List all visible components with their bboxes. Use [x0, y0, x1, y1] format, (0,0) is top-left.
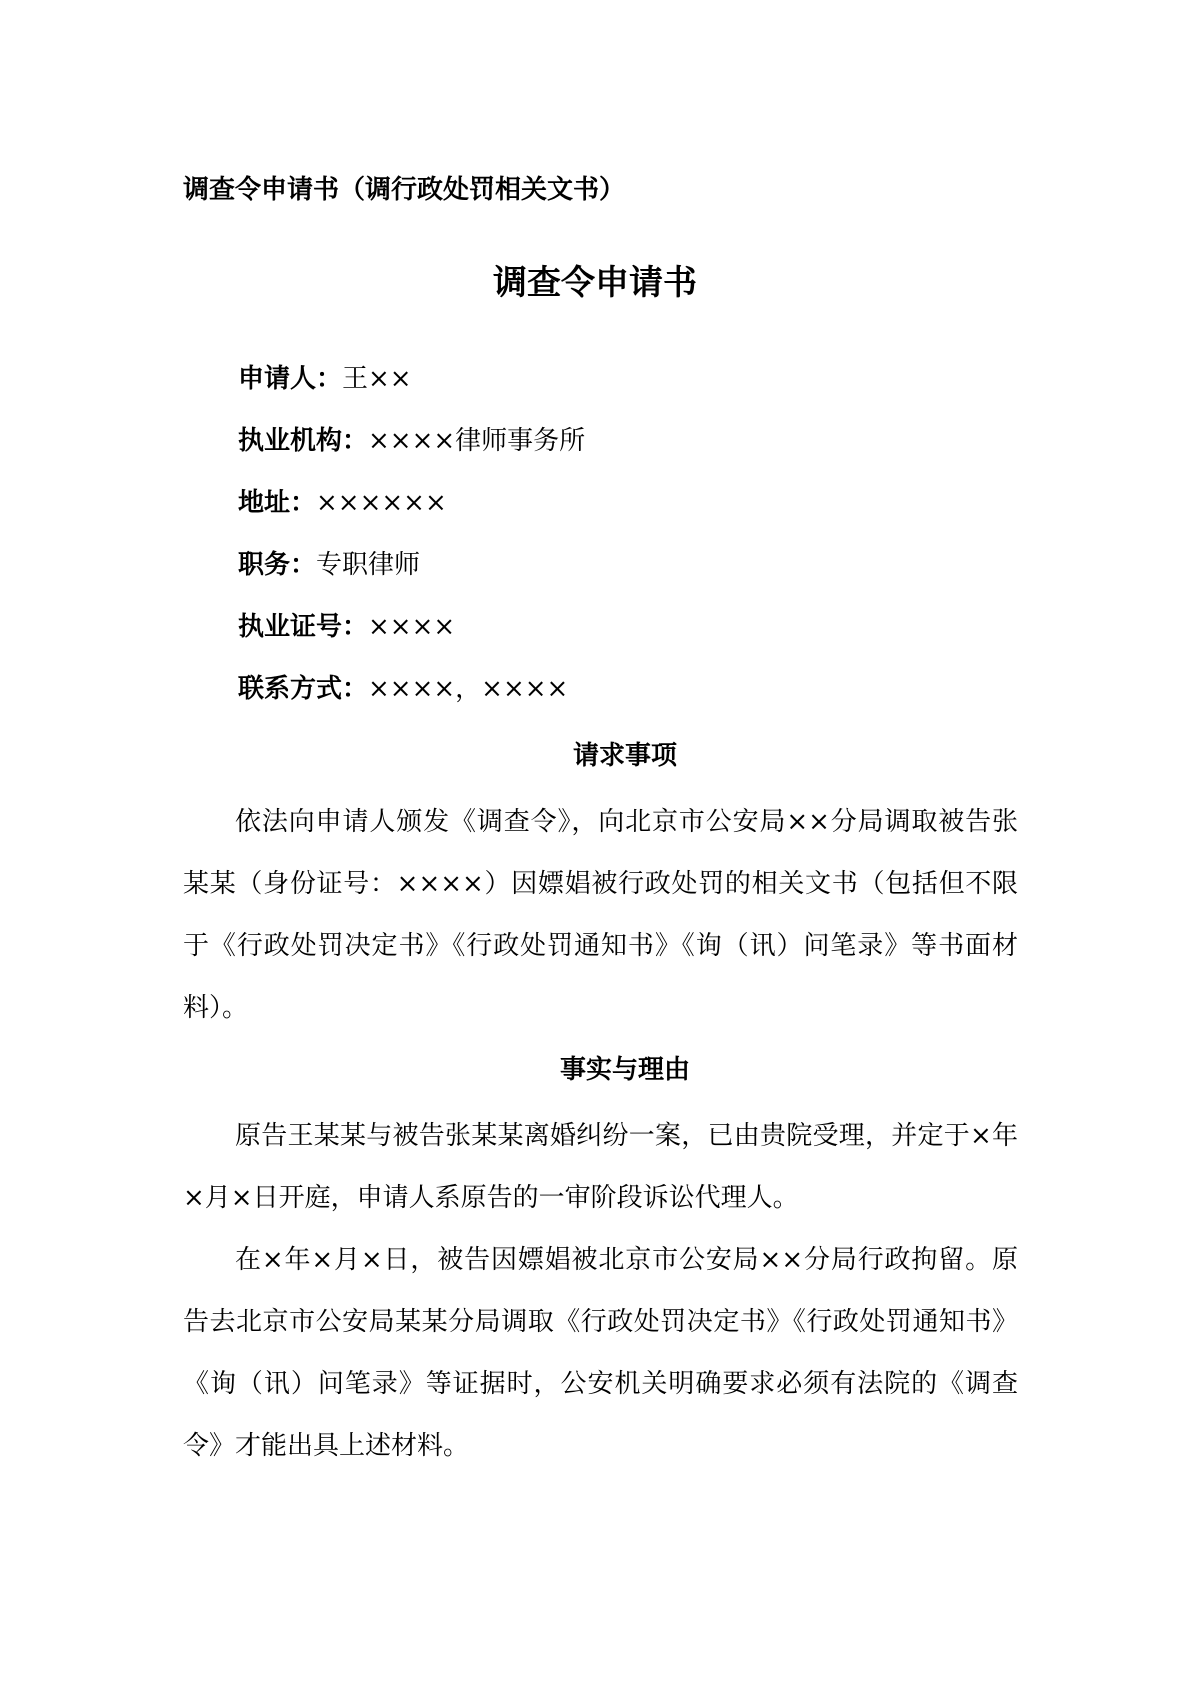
- facts-paragraph: 原告王某某与被告张某某离婚纠纷一案，已由贵院受理，并定于×年×月×日开庭，申请人系原告的一审阶段诉讼代理人。: [183, 1121, 1018, 1213]
- practice-org-row: [238, 421, 585, 483]
- facts-section-title: 事实与理由: [559, 1055, 690, 1085]
- facts-paragraph: 在×年×月×日，被告因嫖娼被北京市公安局××分局行政拘留。原告去北京市公安局某某分局调取《行政处罚决定书》《行政处罚通知书》《询（讯）问笔录》等证据时，公安机关明确要求必须有法院的《调查令》才能出具上述材料。: [183, 1245, 1018, 1461]
- contact-row: [238, 669, 585, 731]
- applicant-name-row: [238, 359, 585, 421]
- request-paragraph: 依法向申请人颁发《调查令》，向北京市公安局××分局调取被告张某某（身份证号：××××）因嫖娼被行政处罚的相关文书（包括但不限于《行政处罚决定书》《行政处罚通知书》《询（讯）问笔录》等书面材料）。: [183, 807, 1018, 1023]
- info-value: ××××，××××: [368, 674, 569, 704]
- position-row: [238, 545, 585, 607]
- info-value: 专职律师: [316, 550, 421, 580]
- applicant-info-list: [238, 359, 585, 731]
- info-label: 执业证号：: [238, 612, 369, 642]
- document-heading: 调查令申请书（调行政处罚相关文书）: [183, 175, 626, 205]
- address-row: [238, 483, 585, 545]
- request-section-title: 请求事项: [572, 741, 677, 771]
- info-label: 申请人：: [238, 364, 343, 394]
- info-label: 地址：: [238, 488, 317, 518]
- info-label: 职务：: [238, 550, 317, 580]
- info-value: ××××××: [316, 488, 447, 518]
- info-label: 联系方式：: [238, 674, 369, 704]
- document-title: 调查令申请书: [493, 263, 697, 303]
- info-label: 执业机构：: [238, 426, 369, 456]
- info-value: 王××: [342, 364, 412, 394]
- info-value: ××××律师事务所: [368, 426, 586, 456]
- info-value: ××××: [368, 612, 456, 642]
- license-number-row: [238, 607, 585, 669]
